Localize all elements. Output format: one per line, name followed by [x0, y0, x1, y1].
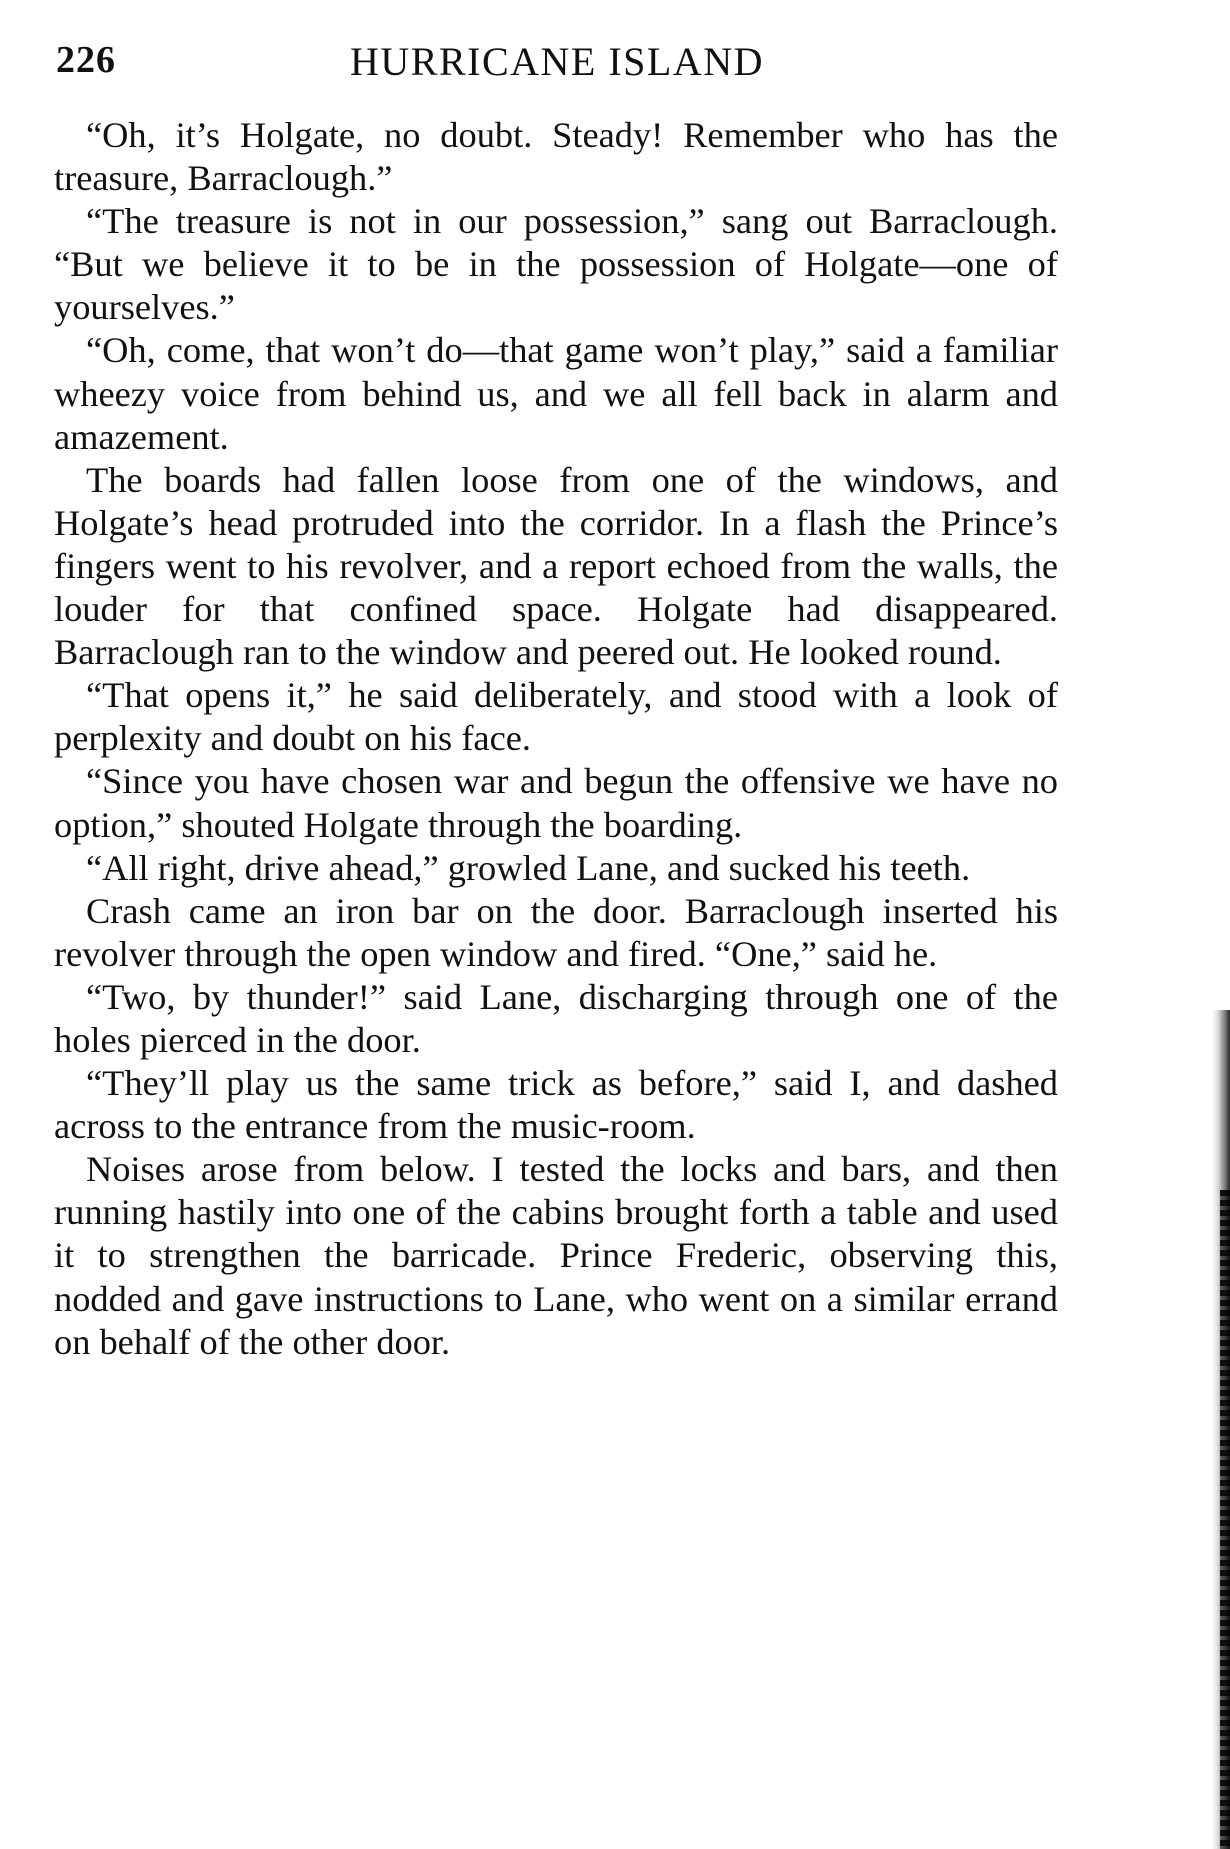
paragraph-9: “Two, by thunder!” said Lane, discharging through one of the holes pierced in the door. — [54, 976, 1058, 1060]
paragraph-2: “The treasure is not in our possession,” sang out Barraclough. “But we believe it to be in the possession of Holgate—one of yourselves.” — [54, 201, 1058, 328]
page-header — [56, 38, 1058, 90]
paragraph-5: “That opens it,” he said deliberately, and stood with a look of perplexity and doubt on his face. — [54, 675, 1058, 759]
paragraph-6: “Since you have chosen war and begun the offensive we have no option,” shouted Holgate through the boarding. — [54, 761, 1058, 845]
page-edge-shadow — [1212, 1010, 1230, 1849]
paragraph-8: Crash came an iron bar on the door. Barraclough inserted his revolver through the open window and fired. “One,” said he. — [54, 890, 1058, 974]
page-body — [54, 114, 1058, 1364]
paragraph-4: The boards had fallen loose from one of the windows, and Holgate’s head protruded into the corridor. In a flash the Prince’s fingers went to his revolver, and a report echoed from the walls, the louder for that confined space. Holgate had disappeared. Barraclough ran to the window and peered out. He looked round. — [54, 459, 1058, 673]
paragraph-7: “All right, drive ahead,” growled Lane, and sucked his teeth. — [86, 847, 971, 888]
paragraph-1: “Oh, it’s Holgate, no doubt. Steady! Remember who has the treasure, Barraclough.” — [54, 115, 1058, 199]
page-number: 226 — [56, 39, 116, 81]
paragraph-10: “They’ll play us the same trick as before,” said I, and dashed across to the entrance from the music-room. — [54, 1063, 1058, 1147]
paragraph-3: “Oh, come, that won’t do—that game won’t play,” said a familiar wheezy voice from behind us, and we all fell back in alarm and amazement. — [54, 330, 1058, 457]
running-title: HURRICANE ISLAND — [350, 39, 764, 84]
paragraph-11: Noises arose from below. I tested the locks and bars, and then running hastily into one of the cabins brought forth a table and used it to strengthen the barricade. Prince Frederic, observing this, nodded and gave instructions to Lane, who went on a similar errand on behalf of the other door. — [54, 1149, 1058, 1362]
